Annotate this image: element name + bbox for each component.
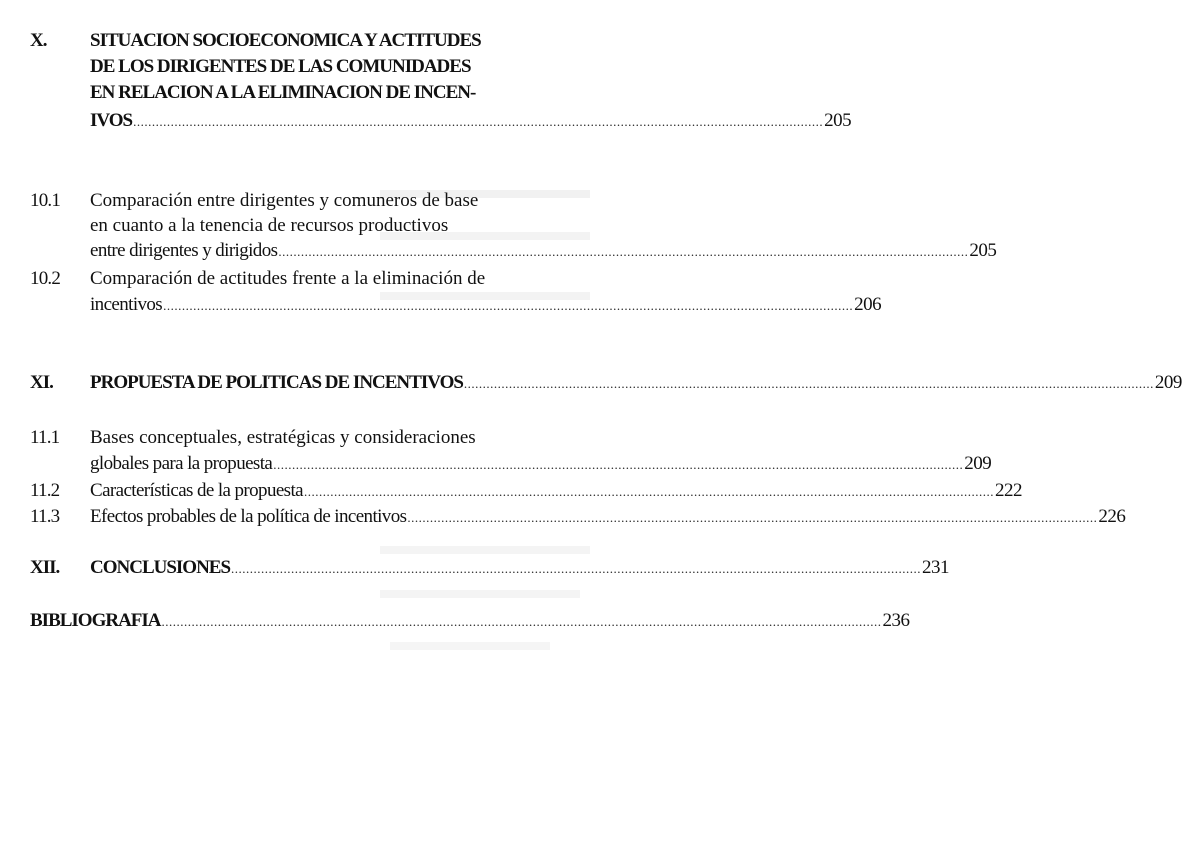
dot-leader: ........................................................................................................................................................................................ bbox=[304, 484, 994, 499]
dot-leader: ........................................................................................................................................................................................ bbox=[163, 298, 854, 313]
page-number: 209 bbox=[1154, 372, 1182, 393]
entry-title-line: Bases conceptuales, estratégicas y consideraciones bbox=[90, 427, 476, 448]
dot-leader: ........................................................................................................................................................................................ bbox=[407, 510, 1098, 525]
entry-number: 11.1 bbox=[30, 427, 60, 448]
entry-title-line: DE LOS DIRIGENTES DE LAS COMUNIDADES bbox=[90, 56, 471, 77]
dot-leader: ........................................................................................................................................................................................ bbox=[278, 244, 969, 259]
entry-number: 11.3 bbox=[30, 506, 60, 527]
entry-title-line: Comparación entre dirigentes y comuneros de base bbox=[90, 190, 479, 211]
page-number: 226 bbox=[1098, 506, 1126, 527]
dot-leader: ........................................................................................................................................................................................ bbox=[231, 561, 922, 576]
page-number: 209 bbox=[964, 453, 992, 474]
page-number: 205 bbox=[824, 110, 852, 131]
entry-title-line: Efectos probables de la política de incentivos bbox=[90, 506, 407, 527]
entry-title-line: en cuanto a la tenencia de recursos productivos bbox=[90, 215, 449, 236]
entry-number: 10.1 bbox=[30, 190, 61, 211]
page-number: 236 bbox=[882, 610, 910, 631]
entry-number: X. bbox=[30, 30, 47, 51]
page-number: 206 bbox=[854, 294, 882, 315]
dot-leader: ........................................................................................................................................................................................ bbox=[133, 114, 824, 129]
dot-leader: ........................................................................................................................................................................................ bbox=[463, 376, 1154, 391]
dot-leader: ........................................................................................................................................................................................ bbox=[273, 457, 964, 472]
entry-number: 11.2 bbox=[30, 480, 60, 501]
dot-leader: ................................................................................................................................................................................................ bbox=[161, 614, 882, 629]
entry-number: XII. bbox=[30, 557, 60, 578]
entry-title-line: BIBLIOGRAFIA bbox=[30, 610, 161, 631]
entry-title-line: entre dirigentes y dirigidos bbox=[90, 240, 278, 261]
entry-title-line: SITUACION SOCIOECONOMICA Y ACTITUDES bbox=[90, 30, 481, 51]
entry-number: 10.2 bbox=[30, 268, 61, 289]
page-number: 222 bbox=[995, 480, 1022, 501]
entry-title-line: incentivos bbox=[90, 294, 163, 315]
entry-title-line: globales para la propuesta bbox=[90, 453, 273, 474]
entry-title-line: Características de la propuesta bbox=[90, 480, 303, 501]
entry-title-line: PROPUESTA DE POLITICAS DE INCENTIVOS bbox=[90, 372, 463, 393]
entry-title-line: Comparación de actitudes frente a la eliminación de bbox=[90, 268, 486, 289]
page-number: 231 bbox=[922, 557, 950, 578]
entry-title-line: IVOS bbox=[90, 110, 133, 131]
page-number: 205 bbox=[969, 240, 997, 261]
entry-number: XI. bbox=[30, 372, 53, 393]
entry-title-line: EN RELACION A LA ELIMINACION DE INCEN- bbox=[90, 82, 476, 103]
entry-title-line: CONCLUSIONES bbox=[90, 557, 231, 578]
